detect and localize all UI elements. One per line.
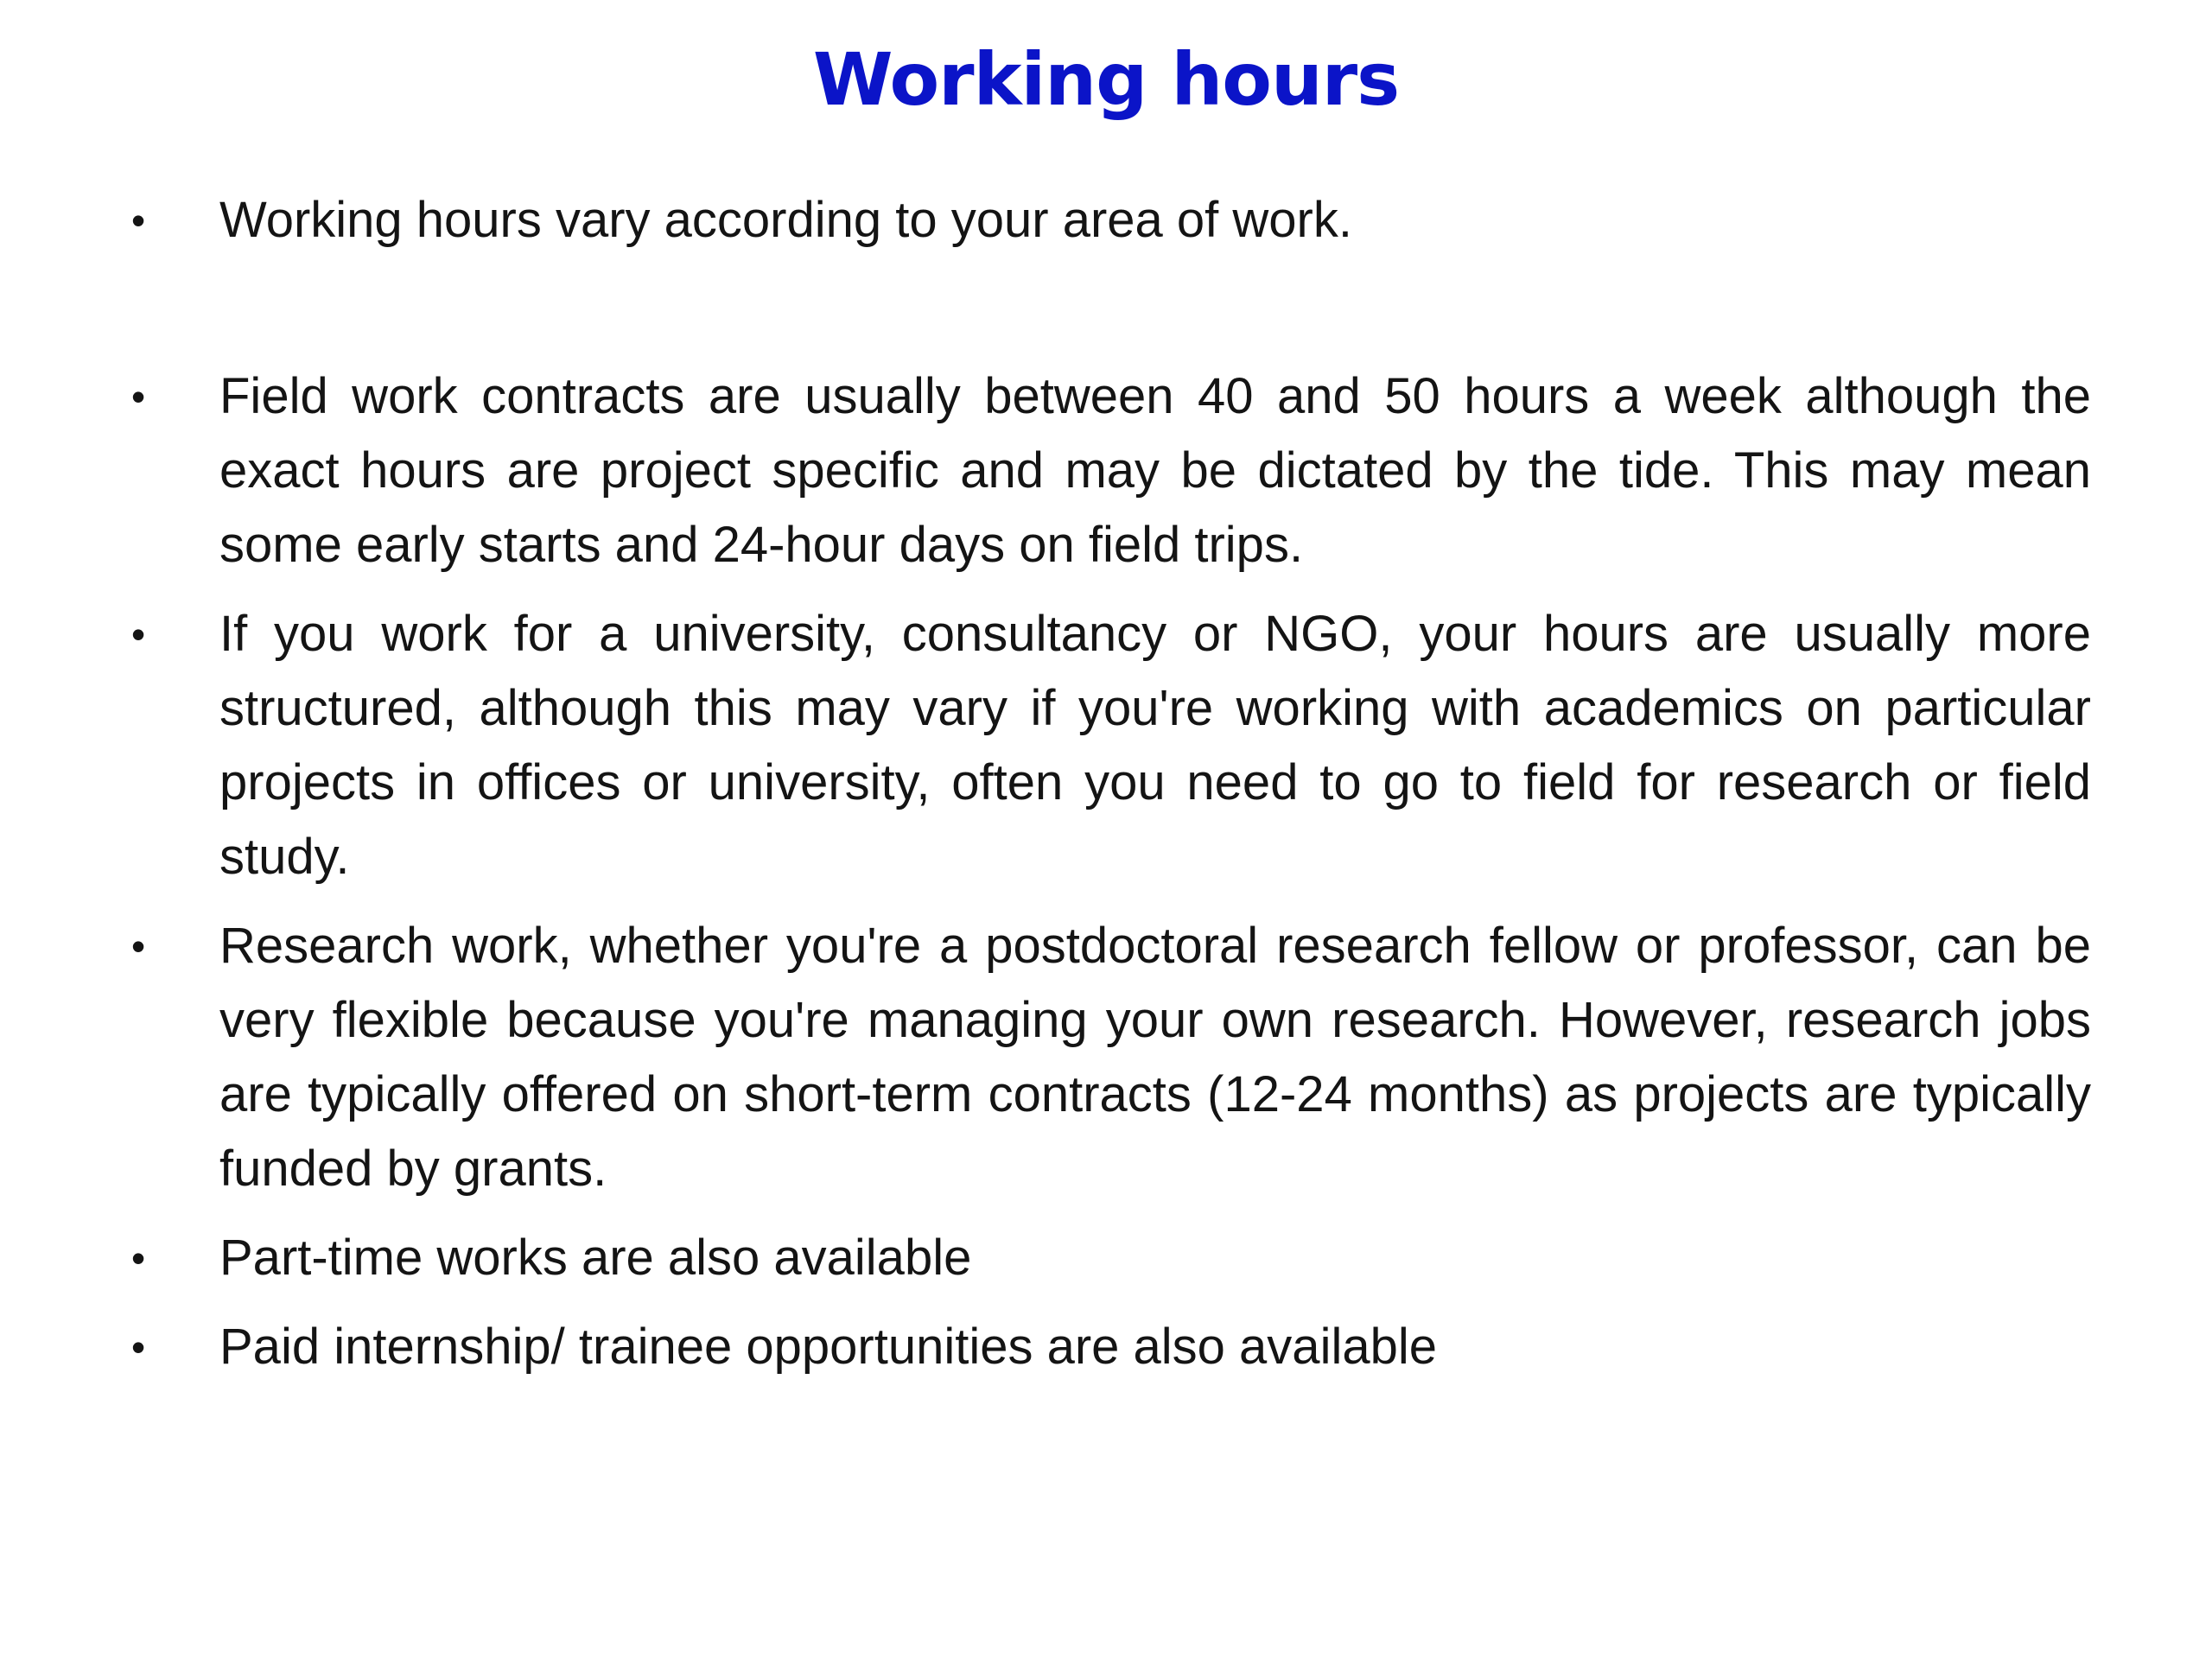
bullet-text: Working hours vary according to your area of work. [219, 192, 1352, 248]
bullet-list [130, 183, 2091, 1384]
bullet-text: Field work contracts are usually between 40 and 50 hours a week although the exact hours are project specific and may be dictated by the tide. This may mean some early starts and 24-hour days on field trips. [219, 368, 2091, 573]
bullet-item [130, 183, 2091, 257]
bullet-dot-icon: • [131, 198, 146, 243]
bullet-dot-icon: • [131, 924, 146, 969]
slide-title: Working hours [812, 37, 1400, 122]
bullet-item [130, 1221, 2091, 1295]
bullet-item [130, 909, 2091, 1206]
bullet-item [130, 1310, 2091, 1384]
bullet-item [130, 359, 2091, 582]
bullet-text: Part-time works are also available [219, 1230, 972, 1286]
bullet-text: If you work for a university, consultancy or NGO, your hours are usually more structured, although this may vary if you're working with academics on particular projects in offices or university, often you need to go to field for research or field study. [219, 606, 2091, 885]
bullet-item [130, 597, 2091, 894]
bullet-dot-icon: • [131, 1236, 146, 1281]
bullet-text: Paid internship/ trainee opportunities are also available [219, 1319, 1437, 1375]
bullet-dot-icon: • [131, 612, 146, 657]
bullet-text: Research work, whether you're a postdoctoral research fellow or professor, can be very flexible because you're managing your own research. However, research jobs are typically offered on short-term contracts (12-24 months) as projects are typically funded by grants. [219, 918, 2091, 1197]
bullet-dot-icon: • [131, 374, 146, 419]
bullet-dot-icon: • [131, 1325, 146, 1370]
